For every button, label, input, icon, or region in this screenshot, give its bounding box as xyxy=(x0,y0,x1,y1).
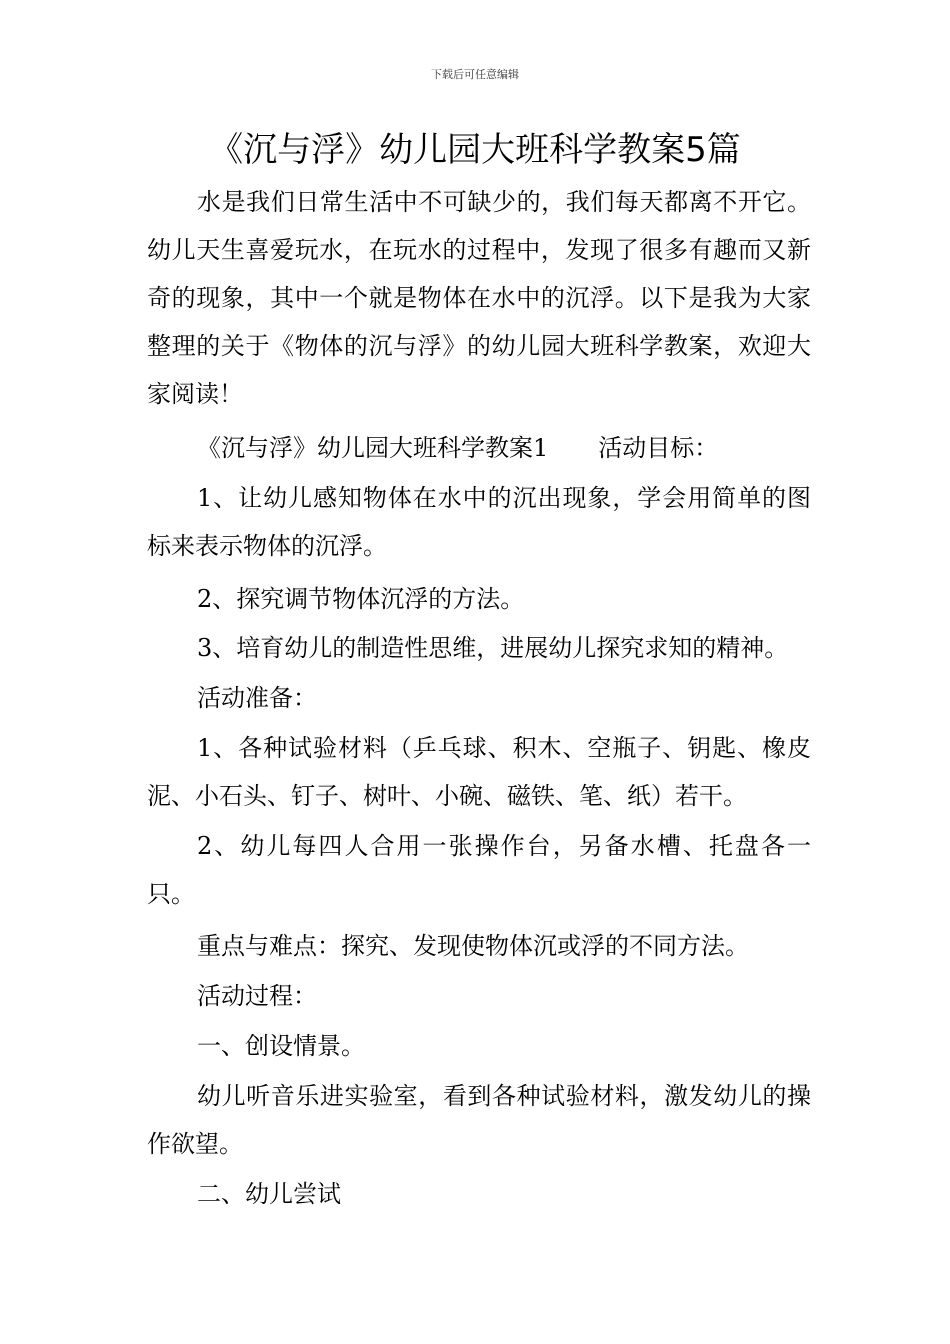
goal-3-paragraph: 3、培育幼儿的制造性思维，进展幼儿探究求知的精神。 xyxy=(197,634,789,662)
prep-heading: 活动准备： xyxy=(197,684,317,712)
key-points-paragraph: 重点与难点：探究、发现使物体沉或浮的不同方法。 xyxy=(197,932,749,960)
step-1-heading: 一、创设情景。 xyxy=(197,1032,365,1060)
goal-1-paragraph: 1、让幼儿感知物体在水中的沉出现象，学会用简单的图标来表示物体的沉浮。 xyxy=(147,484,811,560)
process-heading: 活动过程： xyxy=(197,982,317,1010)
plan1-heading-line xyxy=(147,424,811,472)
header-note: 下载后可任意编辑 xyxy=(431,68,519,81)
step-1-paragraph: 幼儿听音乐进实验室，看到各种试验材料，激发幼儿的操作欲望。 xyxy=(147,1082,811,1158)
prep-1-paragraph: 1、各种试验材料（乒乓球、积木、空瓶子、钥匙、橡皮泥、小石头、钉子、树叶、小碗、磁铁、笔、纸）若干。 xyxy=(147,734,811,810)
document-title: 《沉与浮》幼儿园大班科学教案5篇 xyxy=(209,130,741,170)
prep-2-paragraph: 2、幼儿每四人合用一张操作台，另备水槽、托盘各一只。 xyxy=(147,832,811,908)
step-2-heading: 二、幼儿尝试 xyxy=(197,1180,341,1208)
goal-2-paragraph: 2、探究调节物体沉浮的方法。 xyxy=(197,585,525,613)
intro-paragraph: 水是我们日常生活中不可缺少的，我们每天都离不开它。幼儿天生喜爱玩水，在玩水的过程中，发现了很多有趣而又新奇的现象，其中一个就是物体在水中的沉浮。以下是我为大家整理的关于《物体的沉与浮》的幼儿园大班科学教案，欢迎大家阅读！ xyxy=(147,188,811,408)
plan1-title: 《沉与浮》幼儿园大班科学教案1 xyxy=(197,434,549,462)
goals-heading: 活动目标： xyxy=(598,434,719,462)
